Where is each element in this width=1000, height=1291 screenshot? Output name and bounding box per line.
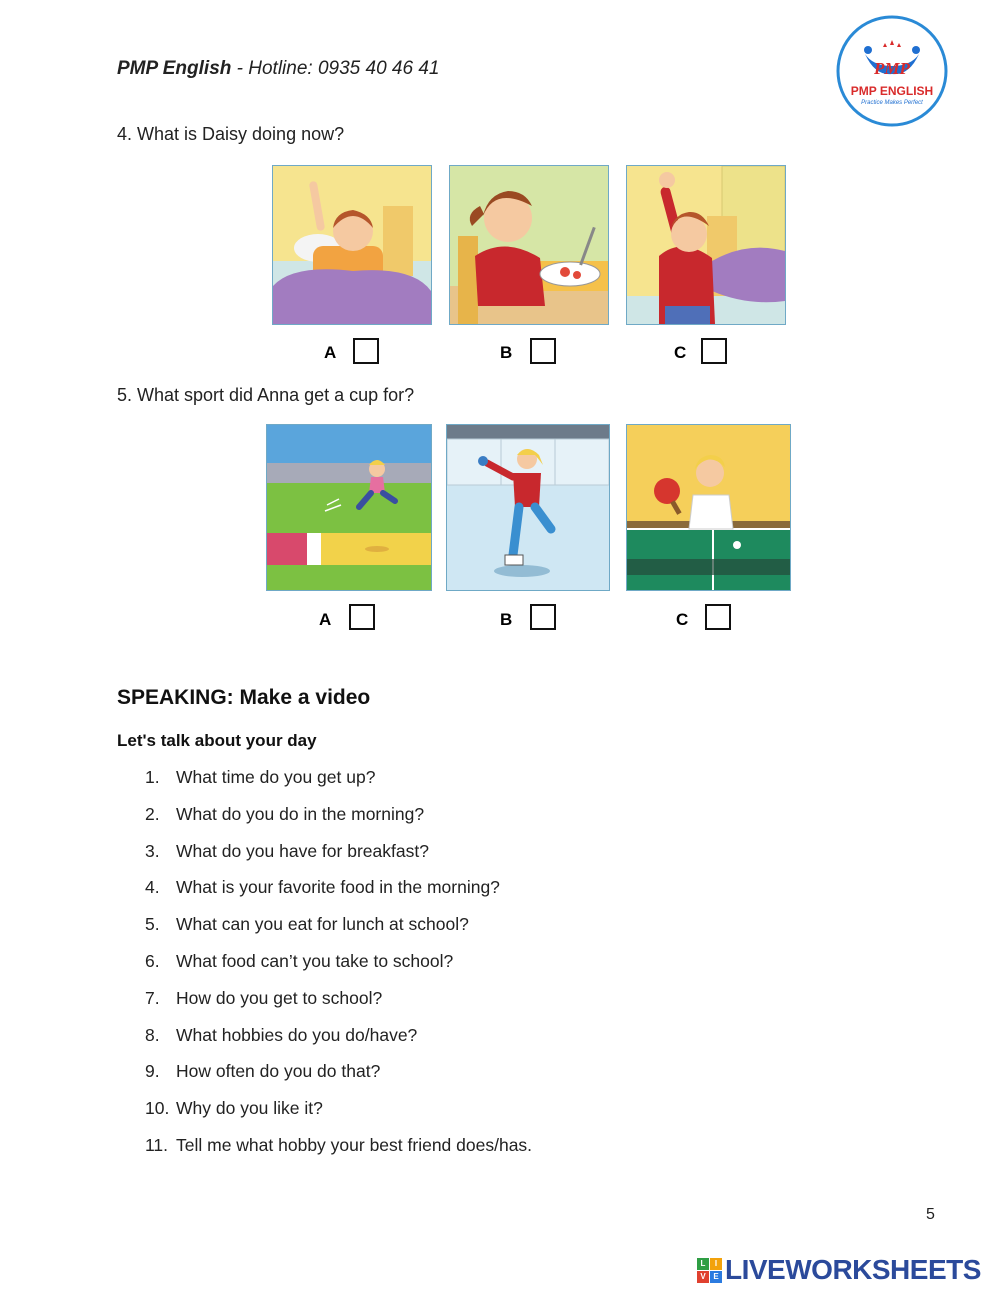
q4-picture-a xyxy=(272,165,432,325)
header-hotline: - Hotline: 0935 40 46 41 xyxy=(231,58,440,79)
q4-option-a-label: A xyxy=(324,343,337,362)
q4-option-c-label: C xyxy=(674,343,687,362)
page-number: 5 xyxy=(926,1206,935,1223)
liveworksheets-brand: LIVEWORKSHEETS xyxy=(725,1254,981,1285)
liveworksheets-blocks-icon: L I V E xyxy=(697,1258,722,1283)
list-item: 5. What can you eat for lunch at school? xyxy=(145,914,469,935)
header-brand: PMP English xyxy=(117,58,232,79)
q4-option-a-checkbox[interactable] xyxy=(353,338,379,364)
q5-option-a-label: A xyxy=(319,610,332,629)
q5-option-b-checkbox[interactable] xyxy=(530,604,556,630)
speaking-subtitle: Let's talk about your day xyxy=(117,731,317,750)
q5-picture-c xyxy=(626,424,791,591)
speaking-question-list xyxy=(145,765,532,1170)
q5-option-b-label: B xyxy=(500,610,513,629)
q5-picture-b xyxy=(446,424,610,591)
list-item: 8. What hobbies do you do/have? xyxy=(145,1024,418,1045)
q5-option-c-label: C xyxy=(676,610,689,629)
liveworksheets-logo[interactable] xyxy=(697,1254,981,1286)
list-item: 7. How do you get to school? xyxy=(145,987,383,1008)
logo-tagline: Practice Makes Perfect xyxy=(861,100,923,106)
list-item: 11. Tell me what hobby your best friend does/has. xyxy=(145,1134,533,1155)
pmp-logo xyxy=(835,14,949,128)
list-item: 2. What do you do in the morning? xyxy=(145,803,425,824)
q4-option-b-label: B xyxy=(500,343,513,362)
q5-option-c-checkbox[interactable] xyxy=(705,604,731,630)
q4-option-c-checkbox[interactable] xyxy=(701,338,727,364)
list-item: 4. What is your favorite food in the morning? xyxy=(145,877,500,898)
q4-picture-b xyxy=(449,165,609,325)
logo-name: PMP ENGLISH xyxy=(850,84,934,98)
q4-picture-c xyxy=(626,165,786,325)
q5-option-a-checkbox[interactable] xyxy=(349,604,375,630)
q4-option-b-checkbox[interactable] xyxy=(530,338,556,364)
speaking-title: SPEAKING: Make a video xyxy=(117,686,371,709)
logo-mark: PMP xyxy=(874,59,910,78)
list-item: 9. How often do you do that? xyxy=(145,1061,381,1082)
list-item: 6. What food can’t you take to school? xyxy=(145,950,454,971)
page-header xyxy=(117,58,439,80)
question-4-text: 4. What is Daisy doing now? xyxy=(117,124,345,144)
list-item: 1. What time do you get up? xyxy=(145,767,376,787)
q5-picture-a xyxy=(266,424,432,591)
list-item: 3. What do you have for breakfast? xyxy=(145,840,429,861)
list-item: 10. Why do you like it? xyxy=(145,1098,323,1119)
question-5-text: 5. What sport did Anna get a cup for? xyxy=(117,385,415,405)
